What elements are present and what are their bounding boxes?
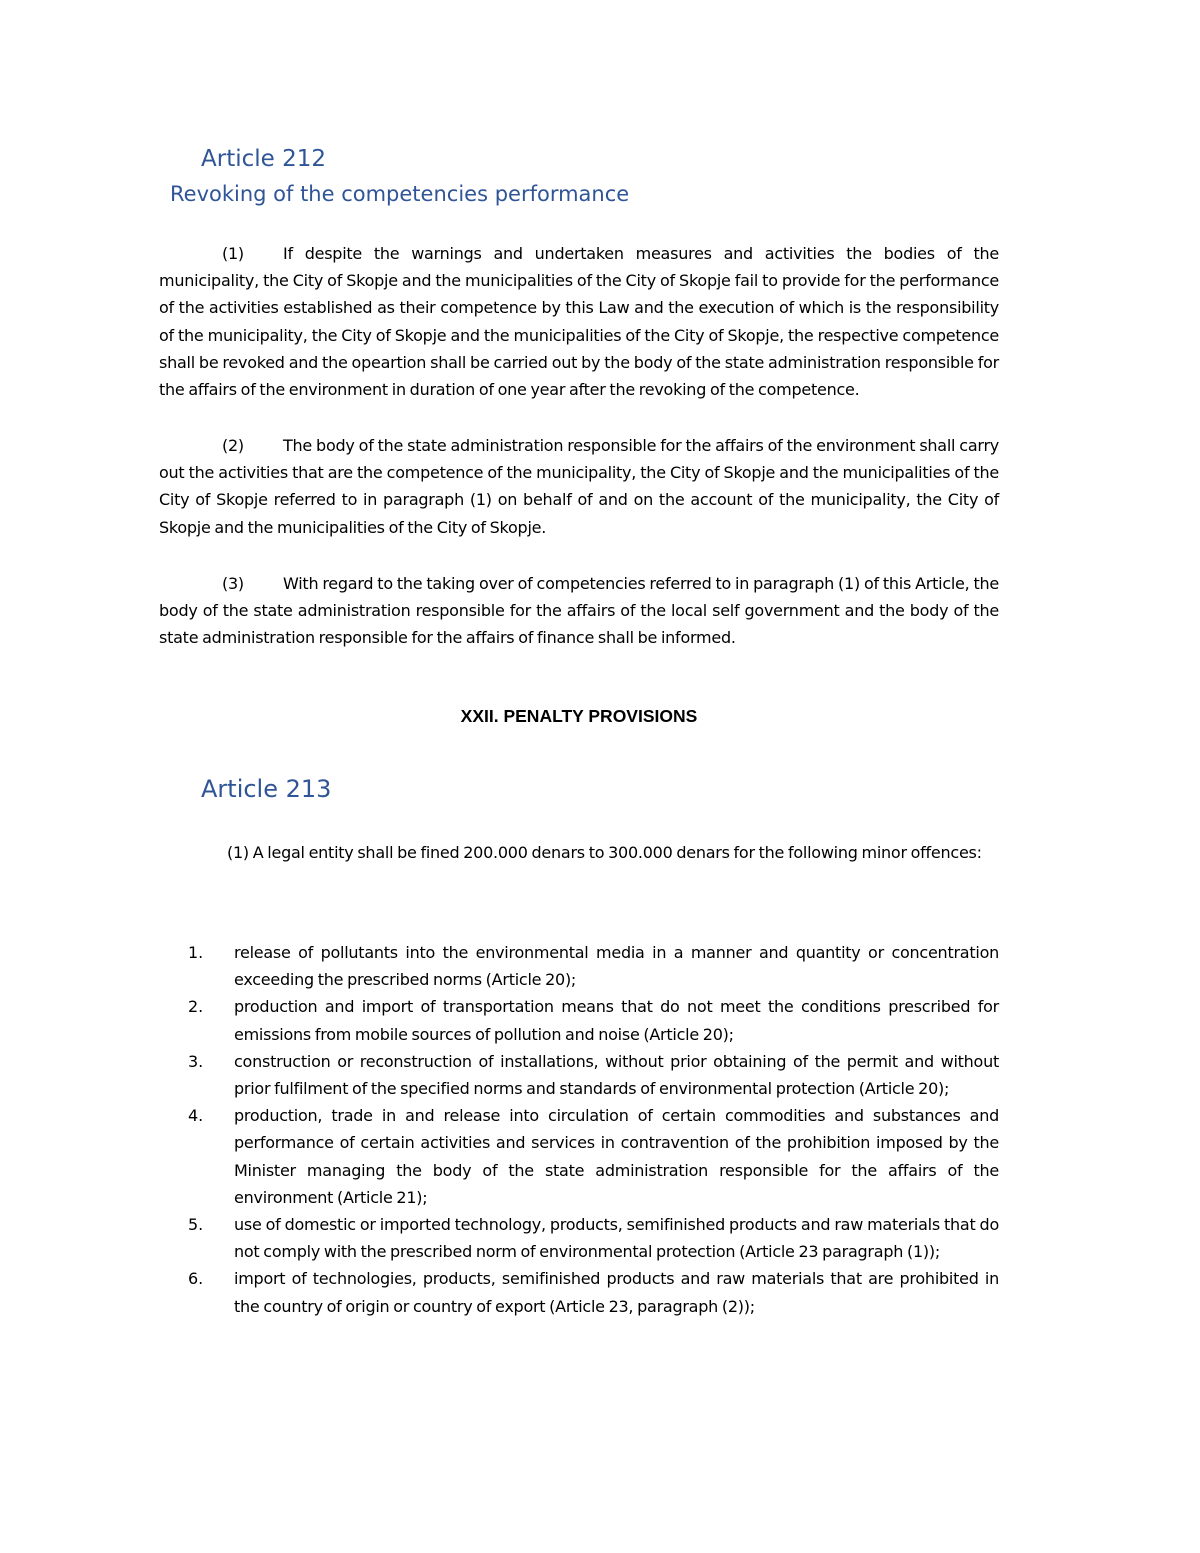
list-item bbox=[0, 939, 1200, 993]
list-item-number: 2. bbox=[188, 997, 204, 1017]
article-212-paragraph-1 bbox=[159, 240, 999, 403]
paragraph-number: (1) bbox=[222, 244, 244, 263]
list-item bbox=[0, 1211, 1200, 1265]
paragraph-number: (3) bbox=[222, 574, 244, 593]
article-212-subheading: Revoking of the competencies performance bbox=[170, 182, 630, 206]
list-item-number: 1. bbox=[188, 943, 204, 962]
list-item-text: release of pollutants into the environmental media in a manner and quantity or concentration exceeding the prescribed norms (Article 20); bbox=[234, 943, 999, 990]
list-item-text: construction or reconstruction of installations, without prior obtaining of the permit and without prior fulfilment of the specified norms and standards of environmental protection (Article 20); bbox=[234, 1051, 999, 1099]
list-item bbox=[0, 1102, 1200, 1211]
article-213-intro bbox=[159, 839, 999, 866]
list-item-text: import of technologies, products, semifinished products and raw materials that are prohibited in the country of origin or country of export (Article 23, paragraph (2)); bbox=[234, 1269, 999, 1316]
paragraph-text: With regard to the taking over of competencies referred to in paragraph (1) of this Article, the body of the state administration responsible for the affairs of the local self government and the body of the state administration responsible for the affairs of finance shall be informed. bbox=[159, 574, 999, 648]
article-212-paragraph-2 bbox=[159, 432, 999, 541]
article-212-paragraph-3 bbox=[159, 570, 999, 652]
article-213-heading: Article 213 bbox=[201, 775, 332, 803]
article-212-heading: Article 212 bbox=[201, 146, 326, 172]
list-item-number: 5. bbox=[188, 1215, 204, 1235]
list-item-number: 6. bbox=[188, 1269, 204, 1289]
intro-text: (1) A legal entity shall be fined 200.000 denars to 300.000 denars for the following minor offences: bbox=[227, 843, 982, 862]
list-item bbox=[0, 1048, 1200, 1102]
list-item bbox=[0, 1265, 1200, 1319]
paragraph-text: If despite the warnings and undertaken measures and activities the bodies of the municipality, the City of Skopje and the municipalities of the City of Skopje fail to provide for the performance of the activities established as their competence by this Law and the execution of which is the responsibility of the municipality, the City of Skopje and the municipalities of the City of Skopje, the respective competence shall be revoked and the opeartion shall be carried out by the body of the state administration responsible for the affairs of the environment in duration of one year after the revoking of the competence. bbox=[159, 244, 999, 400]
section-title: XXII. PENALTY PROVISIONS bbox=[460, 706, 698, 726]
list-item-text: production and import of transportation means that do not meet the conditions prescribed for emissions from mobile sources of pollution and noise (Article 20); bbox=[234, 997, 999, 1044]
list-item-number: 4. bbox=[188, 1106, 204, 1126]
offences-list bbox=[0, 939, 1200, 1320]
list-item bbox=[0, 993, 1200, 1047]
paragraph-text: The body of the state administration responsible for the affairs of the environment shall carry out the activities that are the competence of the municipality, the City of Skopje and the municipalities of the City of Skopje referred to in paragraph (1) on behalf of and on the account of the municipality, the City of Skopje and the municipalities of the City of Skopje. bbox=[159, 436, 999, 537]
paragraph-number: (2) bbox=[222, 436, 244, 455]
list-item-number: 3. bbox=[188, 1051, 204, 1071]
list-item-text: use of domestic or imported technology, products, semifinished products and raw materials that do not comply with the prescribed norm of environmental protection (Article 23 paragraph (1)); bbox=[234, 1215, 999, 1262]
list-item-text: production, trade in and release into circulation of certain commodities and substances and performance of certain activities and services in contravention of the prohibition imposed by the Minister managing the body of the state administration responsible for the affairs of the environment (Article 21); bbox=[234, 1106, 999, 1207]
